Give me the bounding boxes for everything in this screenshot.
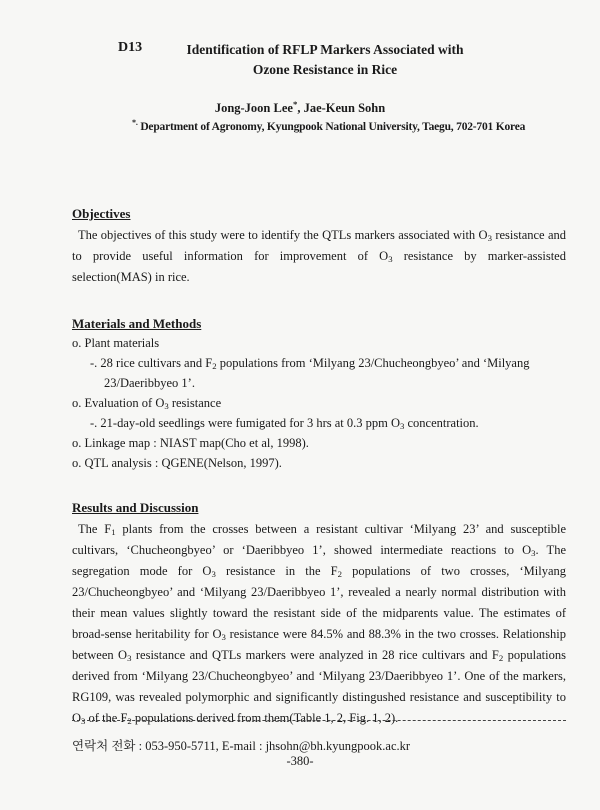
page-number: -380- bbox=[286, 754, 314, 768]
author-2: Jae-Keun Sohn bbox=[303, 101, 386, 115]
affiliation bbox=[132, 118, 526, 133]
results-paragraph: The $F_1$ plants from the crosses between a resistant cultivar ‘Milyang 23’ and susceptible cultivars, ‘Chucheongbyeo’ or ‘Daeribbyeo 1’, showed intermediate reactions to $O_3$. The segregation mode for $O_3$ resistance in the $F_2$ populations of two crosses, ‘Milyang 23/Chucheongbyeo’ and ‘Milyang 23/Daeribbyeo 1’, revealed a nearly normal distribution with their mean values slightly toward the resistant side of the midparents value. The estimates of broad-sense heritability for $O_3$ resistance were 84.5% and 88.3% in the two crosses. Relationship between $O_3$ resistance and QTLs markers were analyzed in 28 rice cultivars and $F_2$ populations derived from ‘Milyang 23/Chucheongbyeo’ and ‘Milyang 23/Daeribbyeo 1’. One of the markers, RG109, was revealed polymorphic and significantly distingushed resistance and susceptibility to $O_3$ of the $F_2$ populations derived from them(Table 1, 2, Fig. 1, 2). bbox=[72, 522, 566, 727]
methods-subitem-cultivars: -. 28 rice cultivars and $F_2$ populations from ‘Milyang 23/Chucheongbyeo’ and ‘Milyang bbox=[90, 356, 530, 372]
methods-item-qtl-analysis: o. QTL analysis : QGENE(Nelson, 1997). bbox=[72, 456, 282, 470]
author-line bbox=[0, 98, 600, 116]
affiliation-text: Department of Agronomy, Kyungpook National University, Taegu, 702-701 Korea bbox=[140, 121, 526, 133]
objectives-heading: Objectives bbox=[72, 206, 131, 221]
methods-subitem-cultivars-cont: 23/Daeribbyeo 1’. bbox=[104, 376, 195, 390]
title-line-2: Ozone Resistance in Rice bbox=[252, 62, 398, 77]
abstract-code: D13 bbox=[118, 40, 143, 55]
footer-divider bbox=[72, 720, 566, 721]
objectives-paragraph: The objectives of this study were to identify the QTLs markers associated with $O_3$ resistance and to provide useful information for improvement of $O_3$ resistance by marker-assisted selection(MAS) in rice. bbox=[72, 228, 567, 284]
methods-item-plant-materials: o. Plant materials bbox=[72, 336, 160, 350]
author-separator: , bbox=[297, 101, 304, 115]
methods-subitem-fumigation: -. 21-day-old seedlings were fumigated for 3 hrs at 0.3 ppm $O_3$ concentration. bbox=[90, 416, 479, 432]
affiliation-mark: *. bbox=[132, 118, 138, 128]
author-1: Jong-Joon Lee bbox=[214, 101, 293, 115]
title-line-1: Identification of RFLP Markers Associated with bbox=[186, 42, 464, 57]
methods-heading: Materials and Methods bbox=[72, 316, 202, 331]
results-heading: Results and Discussion bbox=[72, 500, 199, 515]
contact-info: 연락처 전화 : 053-950-5711, E-mail : jhsohn@bh.kyungpook.ac.kr bbox=[72, 739, 411, 753]
methods-item-evaluation: o. Evaluation of $O_3$ resistance bbox=[72, 396, 222, 412]
paper-title bbox=[160, 40, 490, 80]
author-1-mark: * bbox=[292, 98, 298, 109]
methods-item-linkage-map: o. Linkage map : NIAST map(Cho et al, 1998). bbox=[72, 436, 309, 450]
